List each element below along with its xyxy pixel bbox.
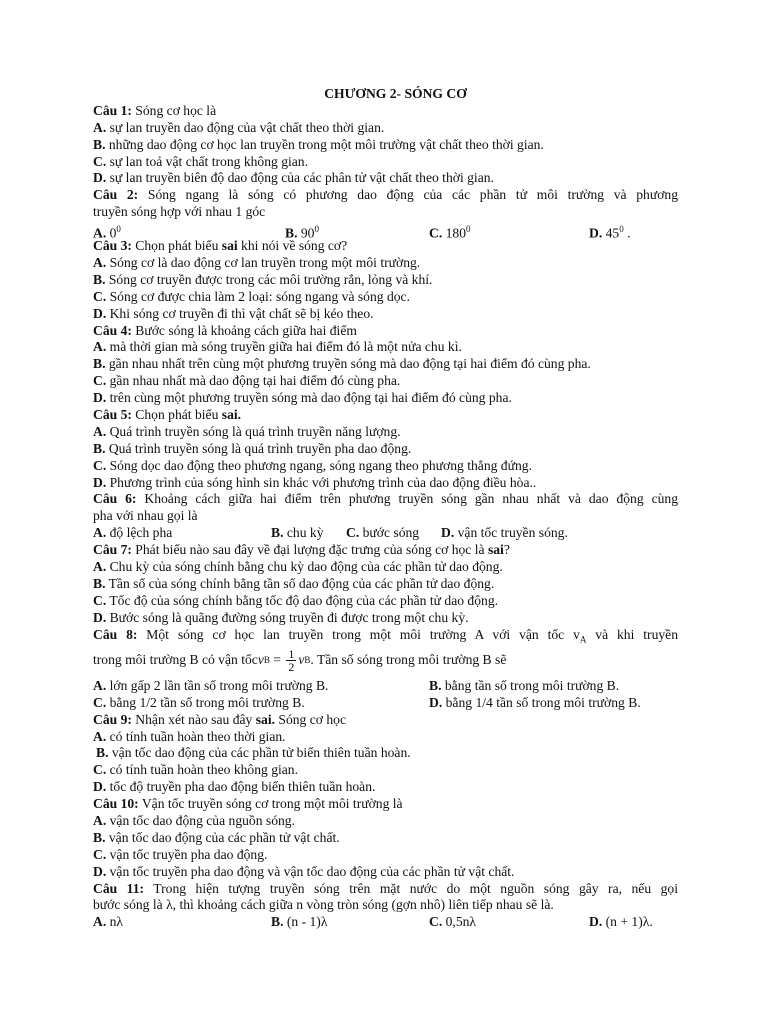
option-a — [93, 221, 285, 241]
option-key: D. — [93, 170, 107, 186]
option-a — [93, 678, 429, 695]
question-label: Câu 8: — [93, 626, 138, 642]
option-text: Chu kỳ của sóng chính bằng chu kỳ dao động của các phần tử dao động. — [106, 559, 503, 575]
option-key: D. — [93, 474, 107, 490]
option-d — [93, 170, 678, 187]
option-text: bằng 1/4 tần số trong môi trường B. — [442, 694, 641, 710]
option-b — [93, 356, 678, 373]
option-suffix: . — [623, 225, 631, 241]
option-text: bước sóng — [359, 525, 420, 541]
subscript: B — [304, 655, 311, 666]
document-page — [93, 86, 678, 931]
option-key: D. — [589, 225, 603, 241]
option-c — [429, 221, 589, 241]
option-key: B. — [93, 829, 106, 845]
option-d — [93, 306, 678, 323]
option-c — [429, 914, 589, 931]
question-2 — [93, 187, 678, 204]
option-text: vận tốc dao động của các phần tử vật chất. — [105, 829, 340, 845]
option-b — [93, 272, 678, 289]
option-b — [93, 830, 678, 847]
option-text: vận tốc dao động của các phần tử biến thiên tuần hoàn. — [108, 745, 411, 761]
option-b — [93, 745, 678, 762]
question-text-cont: pha với nhau gọi là — [93, 508, 198, 524]
option-key: B. — [93, 576, 106, 592]
option-d — [93, 475, 678, 492]
option-key: C. — [429, 914, 443, 930]
option-b — [429, 678, 619, 695]
option-a — [93, 255, 678, 272]
question-text-cont — [93, 644, 678, 678]
option-text: bằng 1/2 tần số trong môi trường B. — [106, 694, 305, 710]
question-emphasis: sai — [221, 238, 238, 254]
question-text: và khi truyền — [586, 626, 679, 642]
question-label: Câu 5: — [93, 407, 132, 423]
question-7: Câu 7: Phát biểu nào sau đây về đại lượng đặc trưng của sóng cơ học là sai? — [93, 542, 510, 558]
question-text: Khoảng cách giữa hai điểm trên phương truyền sóng gần nhau nhất và dao động cùng — [136, 491, 678, 507]
option-d — [589, 221, 631, 241]
option-b — [93, 441, 678, 458]
option-text: Phương trình của sóng hình sin khác với phương trình của dao động điều hòa.. — [106, 474, 537, 490]
question-label: Câu 10: — [93, 796, 139, 812]
option-text: (n - 1)λ — [283, 914, 328, 930]
option-key: C. — [93, 592, 107, 608]
option-key: C. — [93, 846, 107, 862]
option-text: lớn gấp 2 lần tần số trong môi trường B. — [106, 677, 329, 693]
subscript: B — [263, 655, 270, 666]
question-text: Vận tốc truyền sóng cơ trong một môi trường là — [138, 796, 403, 812]
option-key: D. — [93, 305, 107, 321]
fraction-denominator: 2 — [288, 660, 295, 675]
question-text: Sóng cơ học là — [131, 102, 217, 118]
variable-v: v — [298, 652, 305, 668]
option-text: Tốc độ của sóng chính bằng tốc độ dao động của các phần tử dao động. — [106, 592, 499, 608]
option-c — [93, 289, 678, 306]
option-key: B. — [96, 745, 109, 761]
question-5 — [93, 407, 678, 424]
option-key: D. — [93, 779, 107, 795]
option-text: sự lan toả vật chất trong không gian. — [106, 153, 309, 169]
question-label: Câu 4: — [93, 322, 132, 338]
option-key: B. — [271, 914, 284, 930]
subscript: A — [579, 634, 587, 645]
option-a — [93, 525, 271, 542]
question-text: khi nói về sóng cơ? — [237, 238, 348, 254]
options-row — [93, 678, 678, 695]
question-text: Chọn phát biểu — [131, 407, 222, 423]
option-d — [93, 864, 678, 881]
option-key: D. — [93, 609, 107, 625]
question-text: Sóng ngang là sóng có phương dao động của các phần tử môi trường và phương — [138, 187, 679, 203]
option-key: C. — [93, 373, 107, 389]
question-text-cont: truyền sóng hợp với nhau 1 góc — [93, 204, 266, 220]
option-key: C. — [429, 225, 443, 241]
option-a — [93, 729, 678, 746]
option-a — [93, 559, 678, 576]
question-label: Câu 11: — [93, 880, 145, 896]
option-text: có tính tuần hoàn theo không gian. — [106, 762, 299, 778]
option-key: A. — [93, 728, 107, 744]
option-key: C. — [346, 525, 360, 541]
options-row — [93, 695, 678, 712]
option-text: vận tốc truyền pha dao động. — [106, 846, 268, 862]
option-key: C. — [93, 288, 107, 304]
option-text: chu kỳ — [283, 525, 324, 541]
question-text: Một sóng cơ học lan truyền trong một môi trường A với vận tốc v — [137, 626, 580, 642]
option-key: B. — [93, 136, 106, 152]
variable-v: v — [257, 652, 264, 668]
question-10 — [93, 796, 678, 813]
option-key: B. — [93, 440, 106, 456]
option-b — [285, 221, 429, 241]
option-c — [93, 762, 678, 779]
option-key: A. — [93, 525, 107, 541]
question-label: Câu 1: — [93, 102, 132, 118]
option-text: nλ — [106, 914, 124, 930]
option-key: B. — [271, 525, 284, 541]
page-title: CHƯƠNG 2- SÓNG CƠ — [324, 86, 467, 101]
option-text: sự lan truyền biên độ dao động của các phân tử vật chất theo thời gian. — [106, 170, 494, 186]
option-text: gần nhau nhất mà dao động tại hai điểm đó cùng pha. — [106, 373, 401, 389]
option-key: A. — [93, 339, 107, 355]
question-1 — [93, 103, 678, 120]
option-key: A. — [93, 423, 107, 439]
fraction-numerator: 1 — [288, 647, 295, 662]
degree-sup: 0 — [314, 224, 319, 235]
equals-sign: = — [269, 652, 285, 668]
option-b — [93, 137, 678, 154]
option-d — [93, 390, 678, 407]
option-text: gần nhau nhất trên cùng một phương truyền sóng mà dao động tại hai điểm đó cùng pha. — [105, 356, 591, 372]
question-9 — [93, 712, 678, 729]
option-text: Sóng cơ là dao động cơ lan truyền trong một môi trường. — [106, 255, 421, 271]
option-key: A. — [93, 559, 107, 575]
option-key: B. — [285, 225, 298, 241]
option-c — [93, 695, 429, 712]
option-d — [93, 610, 678, 627]
option-text: Quá trình truyền sóng là quá trình truyền pha dao động. — [105, 440, 412, 456]
option-key: B. — [429, 677, 442, 693]
question-text: trong môi trường B có vận tốc — [93, 652, 258, 668]
question-text: Bước sóng là khoảng cách giữa hai điểm — [131, 322, 357, 338]
question-emphasis: sai. — [221, 407, 242, 423]
option-text: những dao động cơ học lan truyền trong một môi trường vật chất theo thời gian. — [105, 136, 544, 152]
option-a — [93, 914, 271, 931]
option-key: D. — [93, 863, 107, 879]
option-b — [271, 525, 346, 542]
question-text: Nhận xét nào sau đây — [131, 711, 256, 727]
question-text-cont: bước sóng là λ, thì khoảng cách giữa n vòng tròn sóng (gợn nhô) liên tiếp nhau sẽ là. — [93, 897, 554, 913]
option-text: Sóng cơ truyền được trong các môi trường rắn, lỏng và khí. — [105, 271, 433, 287]
degree-sup: 0 — [466, 224, 471, 235]
question-text: Sóng cơ học — [275, 711, 346, 727]
question-text: . Tần số sóng trong môi trường B sẽ — [310, 652, 507, 668]
degree-sup: 0 — [619, 224, 624, 235]
option-d — [429, 695, 641, 712]
option-text: vận tốc truyền pha dao động và vận tốc dao động của các phần tử vật chất. — [106, 863, 515, 879]
option-text: 45 — [602, 225, 620, 241]
option-key: A. — [93, 914, 107, 930]
option-c — [93, 458, 678, 475]
option-key: A. — [93, 225, 107, 241]
degree-sup: 0 — [116, 224, 121, 235]
question-label: Câu 9: — [93, 711, 132, 727]
options-row — [93, 525, 678, 542]
option-text: Khi sóng cơ truyền đi thì vật chất sẽ bị kéo theo. — [106, 305, 374, 321]
option-key: D. — [429, 694, 443, 710]
option-c — [93, 847, 678, 864]
option-text: tốc độ truyền pha dao động biến thiên tuần hoàn. — [106, 779, 376, 795]
question-11 — [93, 881, 678, 898]
question-text: Phát biểu nào sau đây về đại lượng đặc trưng của sóng cơ học là — [131, 542, 488, 558]
option-key: C. — [93, 153, 107, 169]
option-a — [93, 120, 678, 137]
option-text: vận tốc truyền sóng. — [454, 525, 568, 541]
question-label: Câu 7: — [93, 542, 132, 558]
option-text: 0 — [106, 225, 117, 241]
option-text: trên cùng một phương truyền sóng mà dao động tại hai điểm đó cùng pha. — [106, 390, 512, 406]
question-6 — [93, 491, 678, 508]
option-text: 180 — [442, 225, 467, 241]
option-b — [271, 914, 429, 931]
option-d — [93, 779, 678, 796]
option-text: 90 — [297, 225, 315, 241]
option-text: có tính tuần hoàn theo thời gian. — [106, 728, 286, 744]
option-key: C. — [93, 457, 107, 473]
question-label: Câu 6: — [93, 491, 137, 507]
question-8 — [93, 627, 678, 644]
option-a — [93, 813, 678, 830]
option-key: A. — [93, 255, 107, 271]
question-text: Chọn phát biểu — [131, 238, 222, 254]
option-text: Sóng dọc dao động theo phương ngang, sóng ngang theo phương thẳng đứng. — [106, 457, 532, 473]
option-text: Tần số của sóng chính bằng tần số dao động của các phần tử dao động. — [105, 576, 495, 592]
option-d — [441, 525, 568, 542]
option-key: B. — [93, 271, 106, 287]
option-c — [93, 593, 678, 610]
option-text: sự lan truyền dao động của vật chất theo thời gian. — [106, 119, 385, 135]
option-text: độ lệch pha — [106, 525, 173, 541]
option-text: bằng tần số trong môi trường B. — [441, 677, 620, 693]
question-emphasis: sai — [487, 542, 504, 558]
option-key: A. — [93, 119, 107, 135]
option-text: 0,5nλ — [442, 914, 476, 930]
option-b — [93, 576, 678, 593]
option-key: D. — [93, 390, 107, 406]
option-text: Quá trình truyền sóng là quá trình truyền năng lượng. — [106, 423, 401, 439]
option-text: Bước sóng là quãng đường sóng truyền đi được trong một chu kỳ. — [106, 609, 469, 625]
option-key: C. — [93, 762, 107, 778]
option-d — [589, 914, 653, 931]
option-text: (n + 1)λ. — [602, 914, 653, 930]
option-text: mà thời gian mà sóng truyền giữa hai điểm đó là một nửa chu kì. — [106, 339, 462, 355]
fraction — [286, 648, 296, 673]
option-text: Sóng cơ được chia làm 2 loại: sóng ngang và sóng dọc. — [106, 288, 410, 304]
option-a — [93, 339, 678, 356]
options-row — [93, 914, 678, 931]
question-label: Câu 2: — [93, 187, 139, 203]
option-key: C. — [93, 694, 107, 710]
question-text: Trong hiện tượng truyền sóng trên mặt nước do một nguồn sóng gây ra, nếu gọi — [144, 880, 678, 896]
option-text: vận tốc dao động của nguồn sóng. — [106, 812, 295, 828]
question-4 — [93, 323, 678, 340]
option-c — [346, 525, 441, 542]
option-c — [93, 373, 678, 390]
option-a — [93, 424, 678, 441]
question-emphasis: sai. — [255, 711, 275, 727]
option-key: D. — [441, 525, 455, 541]
option-key: D. — [589, 914, 603, 930]
option-c — [93, 154, 678, 171]
option-key: B. — [93, 356, 106, 372]
question-label: Câu 3: — [93, 238, 132, 254]
option-key: A. — [93, 812, 107, 828]
option-key: A. — [93, 677, 107, 693]
options-row — [93, 221, 678, 241]
